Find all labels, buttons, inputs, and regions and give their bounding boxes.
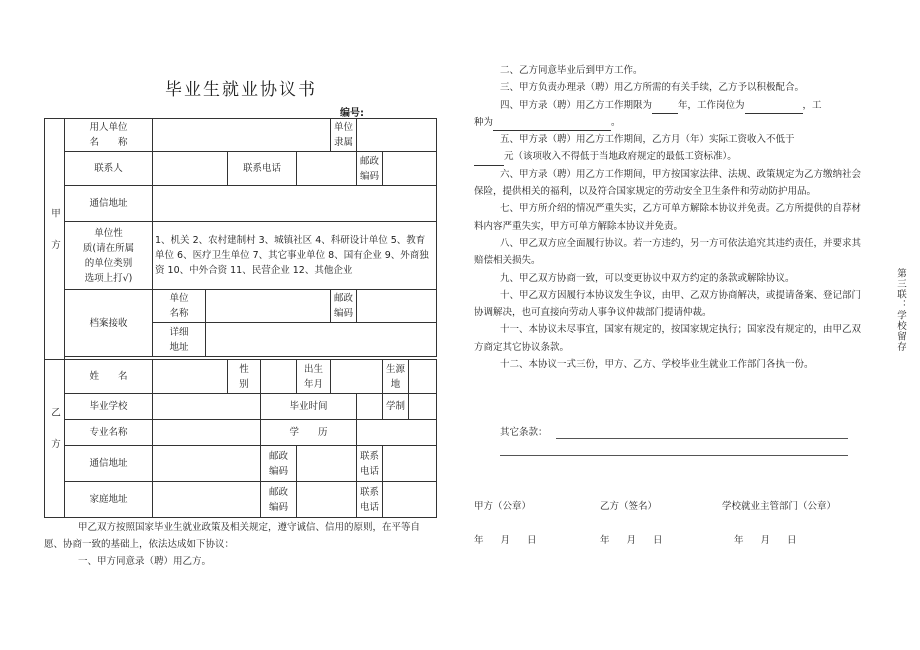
major-label: 专业名称: [65, 420, 153, 446]
party-b-label: 乙方: [45, 360, 65, 518]
clause-4-cont: [474, 114, 866, 131]
contact-field[interactable]: [153, 152, 228, 186]
copy-label: 第三联：学校留存: [895, 268, 906, 352]
clause-5-part-b: 元（该项收入不得低于当地政府规定的最低工资标准）。: [504, 151, 737, 163]
archive-address-field[interactable]: [206, 323, 437, 357]
postal-code-label: 邮政 编码: [357, 152, 383, 186]
postal-code-field[interactable]: [383, 152, 437, 186]
clause-3: 三、甲方负责办理录（聘）用乙方所需的有关手续，乙方予以积极配合。: [500, 82, 805, 94]
b-phone-label: 联系 电话: [357, 446, 383, 482]
name-field[interactable]: [153, 360, 228, 394]
agreement-form-table: [44, 118, 437, 518]
archive-unit-field[interactable]: [206, 290, 331, 323]
b-address-label: 通信地址: [65, 446, 153, 482]
degree-field[interactable]: [357, 420, 437, 446]
clause-7: 七、甲方所介绍的情况严重失实，乙方可单方解除本协议并免责。乙方所提供的自荐材料内容严重失实，甲方可单方解除本协议并免责。: [474, 203, 862, 232]
grad-time-field[interactable]: [357, 394, 383, 420]
b-postal-field[interactable]: [297, 446, 357, 482]
grad-time-label: 毕业时间: [261, 394, 357, 420]
left-body-text: [44, 519, 436, 570]
school-seal: 学校就业主管部门（公章）: [722, 501, 837, 512]
clause-2: 二、乙方同意毕业后到甲方工作。: [500, 65, 643, 76]
document-title: 毕业生就业协议书: [165, 80, 317, 100]
party-a-label: 甲方: [45, 119, 65, 360]
affiliation-field[interactable]: [357, 119, 437, 152]
birth-label: 出生 年月: [297, 360, 331, 394]
unit-type-options[interactable]: 1、机关 2、农村建制村 3、城镇社区 4、科研设计单位 5、教育单位 6、医疗卫生单位 7、其它事业单位 8、国有企业 9、外商独资 10、中外合资 11、民营企业 12、其他企业: [153, 222, 437, 290]
affiliation-label: 单位 隶属: [331, 119, 357, 152]
party-b-date: 年 月 日: [600, 535, 663, 546]
clause-1: 一、甲方同意录（聘）用乙方。: [78, 556, 212, 567]
b-postal-label: 邮政 编码: [261, 446, 297, 482]
gender-field[interactable]: [261, 360, 297, 394]
contact-phone-label: 联系电话: [228, 152, 297, 186]
clause-4: [474, 97, 866, 114]
school-date: 年 月 日: [734, 535, 797, 546]
right-body-text: [474, 62, 866, 373]
origin-field[interactable]: [409, 360, 437, 394]
clause-4-part-d: 种为: [474, 116, 494, 128]
clause-10: 十、甲乙双方因履行本协议发生争议，由甲、乙双方协商解决，或提请备案、登记部门协调解决，也可直接向劳动人事争议仲裁部门提请仲裁。: [474, 289, 862, 319]
employer-name-label: 用人单位 名 称: [65, 119, 153, 152]
party-a-date: 年 月 日: [474, 535, 537, 546]
name-label: 姓 名: [65, 360, 153, 394]
clause-4-part-c: ，工: [802, 99, 822, 111]
archive-unit-label: 单位 名称: [153, 290, 206, 323]
address-field[interactable]: [153, 186, 437, 222]
home-address-field[interactable]: [153, 482, 261, 518]
position-blank[interactable]: [745, 113, 803, 114]
archive-label: 档案接收: [65, 290, 153, 357]
b-address-field[interactable]: [153, 446, 261, 482]
clause-11: 十一、本协议未尽事宜，国家有规定的，按国家规定执行；国家没有规定的，由甲乙双方商定其它协议条款。: [474, 324, 862, 353]
home-phone-field[interactable]: [383, 482, 437, 518]
clause-8: 八、甲乙双方应全面履行协议。若一方违约，另一方可依法追究其违约责任，并要求其赔偿相关损失。: [474, 237, 862, 267]
archive-postal-label: 邮政 编码: [331, 290, 357, 323]
home-postal-label: 邮政 编码: [261, 482, 297, 518]
other-terms-line-2[interactable]: [500, 455, 848, 456]
clause-5: [474, 131, 866, 148]
party-b-signature: 乙方（签名）: [600, 501, 658, 512]
clause-4-part-b: 年，工作岗位为: [678, 99, 745, 111]
unit-type-label: 单位性 质(请在所属 的单位类别 选项上打√): [65, 222, 153, 290]
clause-5-part-a: 五、甲方录（聘）用乙方工作期间，乙方月（年）实际工资收入不低于: [500, 134, 795, 146]
serial-number-label: 编号:: [340, 108, 364, 119]
other-terms-line-1[interactable]: [556, 438, 848, 439]
birth-field[interactable]: [331, 360, 383, 394]
school-label: 毕业学校: [65, 394, 153, 420]
home-phone-label: 联系 电话: [357, 482, 383, 518]
length-field[interactable]: [409, 394, 437, 420]
clause-9: 九、甲乙双方协商一致，可以变更协议中双方约定的条款或解除协议。: [500, 272, 795, 284]
clause-4-part-e: 。: [611, 116, 621, 128]
gender-label: 性 别: [228, 360, 261, 394]
home-address-label: 家庭地址: [65, 482, 153, 518]
intro-paragraph: 甲乙双方按照国家毕业生就业政策及相关规定，遵守诚信、信用的原则，在平等自愿、协商一致的基础上，依法达成如下协议：: [44, 522, 421, 550]
address-label: 通信地址: [65, 186, 153, 222]
other-terms-label: 其它条款：: [500, 427, 548, 438]
b-phone-field[interactable]: [383, 446, 437, 482]
length-label: 学制: [383, 394, 409, 420]
archive-postal-field[interactable]: [357, 290, 437, 323]
home-postal-field[interactable]: [297, 482, 357, 518]
clause-12: 十二、本协议一式三份，甲方、乙方、学校毕业生就业工作部门各执一份。: [500, 359, 814, 371]
clause-6: 六、甲方录（聘）用乙方工作期间，甲方按国家法律、法规、政策规定为乙方缴纳社会保险，提供相关的福利，以及符合国家规定的劳动安全卫生条件和劳动防护用品。: [474, 168, 862, 198]
party-a-seal: 甲方（公章）: [474, 501, 532, 512]
degree-label: 学 历: [261, 420, 357, 446]
origin-label: 生源 地: [383, 360, 409, 394]
contact-label: 联系人: [65, 152, 153, 186]
major-field[interactable]: [153, 420, 261, 446]
contact-phone-field[interactable]: [297, 152, 357, 186]
school-field[interactable]: [153, 394, 261, 420]
clause-4-part-a: 四、甲方录（聘）用乙方工作期限为: [500, 99, 653, 111]
archive-address-label: 详细 地址: [153, 323, 206, 357]
clause-5-cont: [474, 148, 866, 165]
employer-name-field[interactable]: [153, 119, 331, 152]
term-years-blank[interactable]: [652, 113, 678, 114]
